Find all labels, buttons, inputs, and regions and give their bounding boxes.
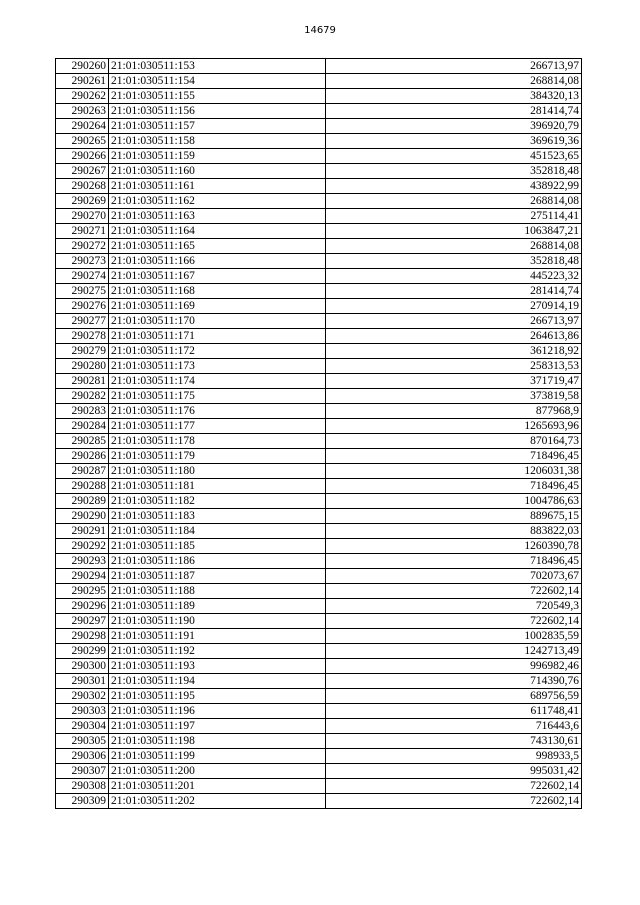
cadastral-value-cell: 611748,41 <box>326 704 582 719</box>
cadastral-value-cell: 702073,67 <box>326 569 582 584</box>
cadastral-number-cell: 21:01:030511:180 <box>109 464 326 479</box>
table-row <box>56 149 582 164</box>
table-row <box>56 224 582 239</box>
cadastral-number-cell: 21:01:030511:169 <box>109 299 326 314</box>
row-number-cell: 290297 <box>56 614 109 629</box>
cadastral-value-cell: 995031,42 <box>326 764 582 779</box>
row-number-cell: 290276 <box>56 299 109 314</box>
row-number-cell: 290298 <box>56 629 109 644</box>
cadastral-value-cell: 870164,73 <box>326 434 582 449</box>
cadastral-value-cell: 438922,99 <box>326 179 582 194</box>
row-number-cell: 290304 <box>56 719 109 734</box>
row-number-cell: 290272 <box>56 239 109 254</box>
table-row <box>56 359 582 374</box>
table-row <box>56 194 582 209</box>
cadastral-number-cell: 21:01:030511:185 <box>109 539 326 554</box>
cadastral-number-cell: 21:01:030511:190 <box>109 614 326 629</box>
row-number-cell: 290303 <box>56 704 109 719</box>
row-number-cell: 290266 <box>56 149 109 164</box>
table-row <box>56 89 582 104</box>
cadastral-value-cell: 371719,47 <box>326 374 582 389</box>
cadastral-value-cell: 889675,15 <box>326 509 582 524</box>
cadastral-value-cell: 718496,45 <box>326 449 582 464</box>
row-number-cell: 290305 <box>56 734 109 749</box>
row-number-cell: 290293 <box>56 554 109 569</box>
cadastral-value-cell: 1206031,38 <box>326 464 582 479</box>
row-number-cell: 290280 <box>56 359 109 374</box>
row-number-cell: 290275 <box>56 284 109 299</box>
table-row <box>56 554 582 569</box>
cadastral-value-cell: 1260390,78 <box>326 539 582 554</box>
cadastral-number-cell: 21:01:030511:179 <box>109 449 326 464</box>
cadastral-number-cell: 21:01:030511:174 <box>109 374 326 389</box>
cadastral-number-cell: 21:01:030511:183 <box>109 509 326 524</box>
row-number-cell: 290278 <box>56 329 109 344</box>
cadastral-number-cell: 21:01:030511:187 <box>109 569 326 584</box>
cadastral-number-cell: 21:01:030511:173 <box>109 359 326 374</box>
row-number-cell: 290307 <box>56 764 109 779</box>
row-number-cell: 290279 <box>56 344 109 359</box>
table-row <box>56 254 582 269</box>
cadastral-value-cell: 716443,6 <box>326 719 582 734</box>
cadastral-number-cell: 21:01:030511:170 <box>109 314 326 329</box>
table-row <box>56 644 582 659</box>
cadastral-number-cell: 21:01:030511:195 <box>109 689 326 704</box>
cadastral-number-cell: 21:01:030511:198 <box>109 734 326 749</box>
table-row <box>56 524 582 539</box>
cadastral-value-cell: 373819,58 <box>326 389 582 404</box>
table-row <box>56 659 582 674</box>
table-row <box>56 584 582 599</box>
cadastral-value-cell: 384320,13 <box>326 89 582 104</box>
cadastral-number-cell: 21:01:030511:201 <box>109 779 326 794</box>
table-row <box>56 179 582 194</box>
row-number-cell: 290261 <box>56 74 109 89</box>
cadastral-number-cell: 21:01:030511:177 <box>109 419 326 434</box>
cadastral-number-cell: 21:01:030511:161 <box>109 179 326 194</box>
cadastral-value-cell: 275114,41 <box>326 209 582 224</box>
cadastral-value-cell: 352818,48 <box>326 164 582 179</box>
cadastral-value-cell: 268814,08 <box>326 239 582 254</box>
row-number-cell: 290277 <box>56 314 109 329</box>
table-row <box>56 209 582 224</box>
cadastral-value-cell: 266713,97 <box>326 59 582 74</box>
cadastral-value-cell: 722602,14 <box>326 614 582 629</box>
cadastral-value-cell: 352818,48 <box>326 254 582 269</box>
cadastral-value-table <box>55 58 582 809</box>
row-number-cell: 290282 <box>56 389 109 404</box>
row-number-cell: 290290 <box>56 509 109 524</box>
row-number-cell: 290295 <box>56 584 109 599</box>
table-row <box>56 164 582 179</box>
cadastral-number-cell: 21:01:030511:200 <box>109 764 326 779</box>
row-number-cell: 290296 <box>56 599 109 614</box>
cadastral-number-cell: 21:01:030511:158 <box>109 134 326 149</box>
table-row <box>56 629 582 644</box>
cadastral-number-cell: 21:01:030511:164 <box>109 224 326 239</box>
cadastral-value-cell: 743130,61 <box>326 734 582 749</box>
table-row <box>56 464 582 479</box>
cadastral-number-cell: 21:01:030511:188 <box>109 584 326 599</box>
row-number-cell: 290274 <box>56 269 109 284</box>
cadastral-value-cell: 714390,76 <box>326 674 582 689</box>
row-number-cell: 290286 <box>56 449 109 464</box>
table-row <box>56 734 582 749</box>
cadastral-value-cell: 877968,9 <box>326 404 582 419</box>
row-number-cell: 290260 <box>56 59 109 74</box>
cadastral-number-cell: 21:01:030511:160 <box>109 164 326 179</box>
cadastral-value-cell: 281414,74 <box>326 104 582 119</box>
cadastral-value-cell: 722602,14 <box>326 584 582 599</box>
cadastral-number-cell: 21:01:030511:184 <box>109 524 326 539</box>
table-row <box>56 404 582 419</box>
table-row <box>56 719 582 734</box>
cadastral-number-cell: 21:01:030511:155 <box>109 89 326 104</box>
page-number: 14679 <box>304 25 336 36</box>
cadastral-number-cell: 21:01:030511:165 <box>109 239 326 254</box>
table-row <box>56 239 582 254</box>
cadastral-value-cell: 264613,86 <box>326 329 582 344</box>
cadastral-value-cell: 451523,65 <box>326 149 582 164</box>
cadastral-value-cell: 998933,5 <box>326 749 582 764</box>
cadastral-value-cell: 1242713,49 <box>326 644 582 659</box>
cadastral-value-cell: 720549,3 <box>326 599 582 614</box>
table-row <box>56 539 582 554</box>
cadastral-value-cell: 266713,97 <box>326 314 582 329</box>
row-number-cell: 290273 <box>56 254 109 269</box>
row-number-cell: 290287 <box>56 464 109 479</box>
table-row <box>56 614 582 629</box>
cadastral-number-cell: 21:01:030511:171 <box>109 329 326 344</box>
table-row <box>56 59 582 74</box>
row-number-cell: 290283 <box>56 404 109 419</box>
cadastral-number-cell: 21:01:030511:178 <box>109 434 326 449</box>
table-row <box>56 449 582 464</box>
row-number-cell: 290281 <box>56 374 109 389</box>
table-row <box>56 779 582 794</box>
row-number-cell: 290269 <box>56 194 109 209</box>
cadastral-number-cell: 21:01:030511:189 <box>109 599 326 614</box>
table-row <box>56 74 582 89</box>
cadastral-value-cell: 722602,14 <box>326 794 582 809</box>
table-row <box>56 569 582 584</box>
row-number-cell: 290300 <box>56 659 109 674</box>
row-number-cell: 290268 <box>56 179 109 194</box>
cadastral-value-cell: 369619,36 <box>326 134 582 149</box>
cadastral-number-cell: 21:01:030511:172 <box>109 344 326 359</box>
cadastral-value-cell: 396920,79 <box>326 119 582 134</box>
table-row <box>56 119 582 134</box>
row-number-cell: 290285 <box>56 434 109 449</box>
row-number-cell: 290294 <box>56 569 109 584</box>
table-row <box>56 269 582 284</box>
table-row <box>56 344 582 359</box>
cadastral-value-cell: 883822,03 <box>326 524 582 539</box>
row-number-cell: 290270 <box>56 209 109 224</box>
table-row <box>56 749 582 764</box>
row-number-cell: 290262 <box>56 89 109 104</box>
cadastral-number-cell: 21:01:030511:166 <box>109 254 326 269</box>
cadastral-number-cell: 21:01:030511:182 <box>109 494 326 509</box>
table-row <box>56 329 582 344</box>
cadastral-number-cell: 21:01:030511:176 <box>109 404 326 419</box>
row-number-cell: 290265 <box>56 134 109 149</box>
cadastral-number-cell: 21:01:030511:191 <box>109 629 326 644</box>
cadastral-number-cell: 21:01:030511:194 <box>109 674 326 689</box>
cadastral-value-cell: 268814,08 <box>326 194 582 209</box>
row-number-cell: 290288 <box>56 479 109 494</box>
table-row <box>56 794 582 809</box>
cadastral-number-cell: 21:01:030511:197 <box>109 719 326 734</box>
table-row <box>56 299 582 314</box>
table-row <box>56 374 582 389</box>
cadastral-number-cell: 21:01:030511:199 <box>109 749 326 764</box>
cadastral-value-cell: 445223,32 <box>326 269 582 284</box>
table-row <box>56 284 582 299</box>
cadastral-value-cell: 1265693,96 <box>326 419 582 434</box>
cadastral-number-cell: 21:01:030511:156 <box>109 104 326 119</box>
cadastral-value-cell: 689756,59 <box>326 689 582 704</box>
row-number-cell: 290299 <box>56 644 109 659</box>
cadastral-number-cell: 21:01:030511:193 <box>109 659 326 674</box>
table-row <box>56 434 582 449</box>
row-number-cell: 290301 <box>56 674 109 689</box>
table-row <box>56 509 582 524</box>
cadastral-number-cell: 21:01:030511:157 <box>109 119 326 134</box>
table-row <box>56 314 582 329</box>
cadastral-number-cell: 21:01:030511:202 <box>109 794 326 809</box>
cadastral-value-cell: 1063847,21 <box>326 224 582 239</box>
cadastral-value-cell: 270914,19 <box>326 299 582 314</box>
cadastral-number-cell: 21:01:030511:163 <box>109 209 326 224</box>
cadastral-value-cell: 281414,74 <box>326 284 582 299</box>
table-row <box>56 599 582 614</box>
table-row <box>56 764 582 779</box>
table-body <box>56 59 582 809</box>
cadastral-value-cell: 722602,14 <box>326 779 582 794</box>
row-number-cell: 290309 <box>56 794 109 809</box>
cadastral-value-cell: 996982,46 <box>326 659 582 674</box>
cadastral-number-cell: 21:01:030511:175 <box>109 389 326 404</box>
cadastral-value-cell: 258313,53 <box>326 359 582 374</box>
row-number-cell: 290292 <box>56 539 109 554</box>
row-number-cell: 290284 <box>56 419 109 434</box>
cadastral-value-cell: 268814,08 <box>326 74 582 89</box>
row-number-cell: 290302 <box>56 689 109 704</box>
row-number-cell: 290291 <box>56 524 109 539</box>
table-row <box>56 104 582 119</box>
row-number-cell: 290289 <box>56 494 109 509</box>
cadastral-number-cell: 21:01:030511:168 <box>109 284 326 299</box>
cadastral-number-cell: 21:01:030511:196 <box>109 704 326 719</box>
table-row <box>56 689 582 704</box>
cadastral-number-cell: 21:01:030511:153 <box>109 59 326 74</box>
cadastral-number-cell: 21:01:030511:181 <box>109 479 326 494</box>
cadastral-number-cell: 21:01:030511:167 <box>109 269 326 284</box>
row-number-cell: 290267 <box>56 164 109 179</box>
table-row <box>56 674 582 689</box>
cadastral-value-cell: 718496,45 <box>326 554 582 569</box>
row-number-cell: 290308 <box>56 779 109 794</box>
cadastral-value-cell: 361218,92 <box>326 344 582 359</box>
row-number-cell: 290306 <box>56 749 109 764</box>
table-row <box>56 134 582 149</box>
cadastral-number-cell: 21:01:030511:192 <box>109 644 326 659</box>
table-row <box>56 494 582 509</box>
table-row <box>56 704 582 719</box>
cadastral-value-cell: 1004786,63 <box>326 494 582 509</box>
cadastral-number-cell: 21:01:030511:159 <box>109 149 326 164</box>
table-row <box>56 419 582 434</box>
row-number-cell: 290271 <box>56 224 109 239</box>
row-number-cell: 290263 <box>56 104 109 119</box>
table-row <box>56 389 582 404</box>
cadastral-value-cell: 718496,45 <box>326 479 582 494</box>
cadastral-value-cell: 1002835,59 <box>326 629 582 644</box>
cadastral-number-cell: 21:01:030511:186 <box>109 554 326 569</box>
cadastral-number-cell: 21:01:030511:162 <box>109 194 326 209</box>
cadastral-number-cell: 21:01:030511:154 <box>109 74 326 89</box>
table-row <box>56 479 582 494</box>
row-number-cell: 290264 <box>56 119 109 134</box>
